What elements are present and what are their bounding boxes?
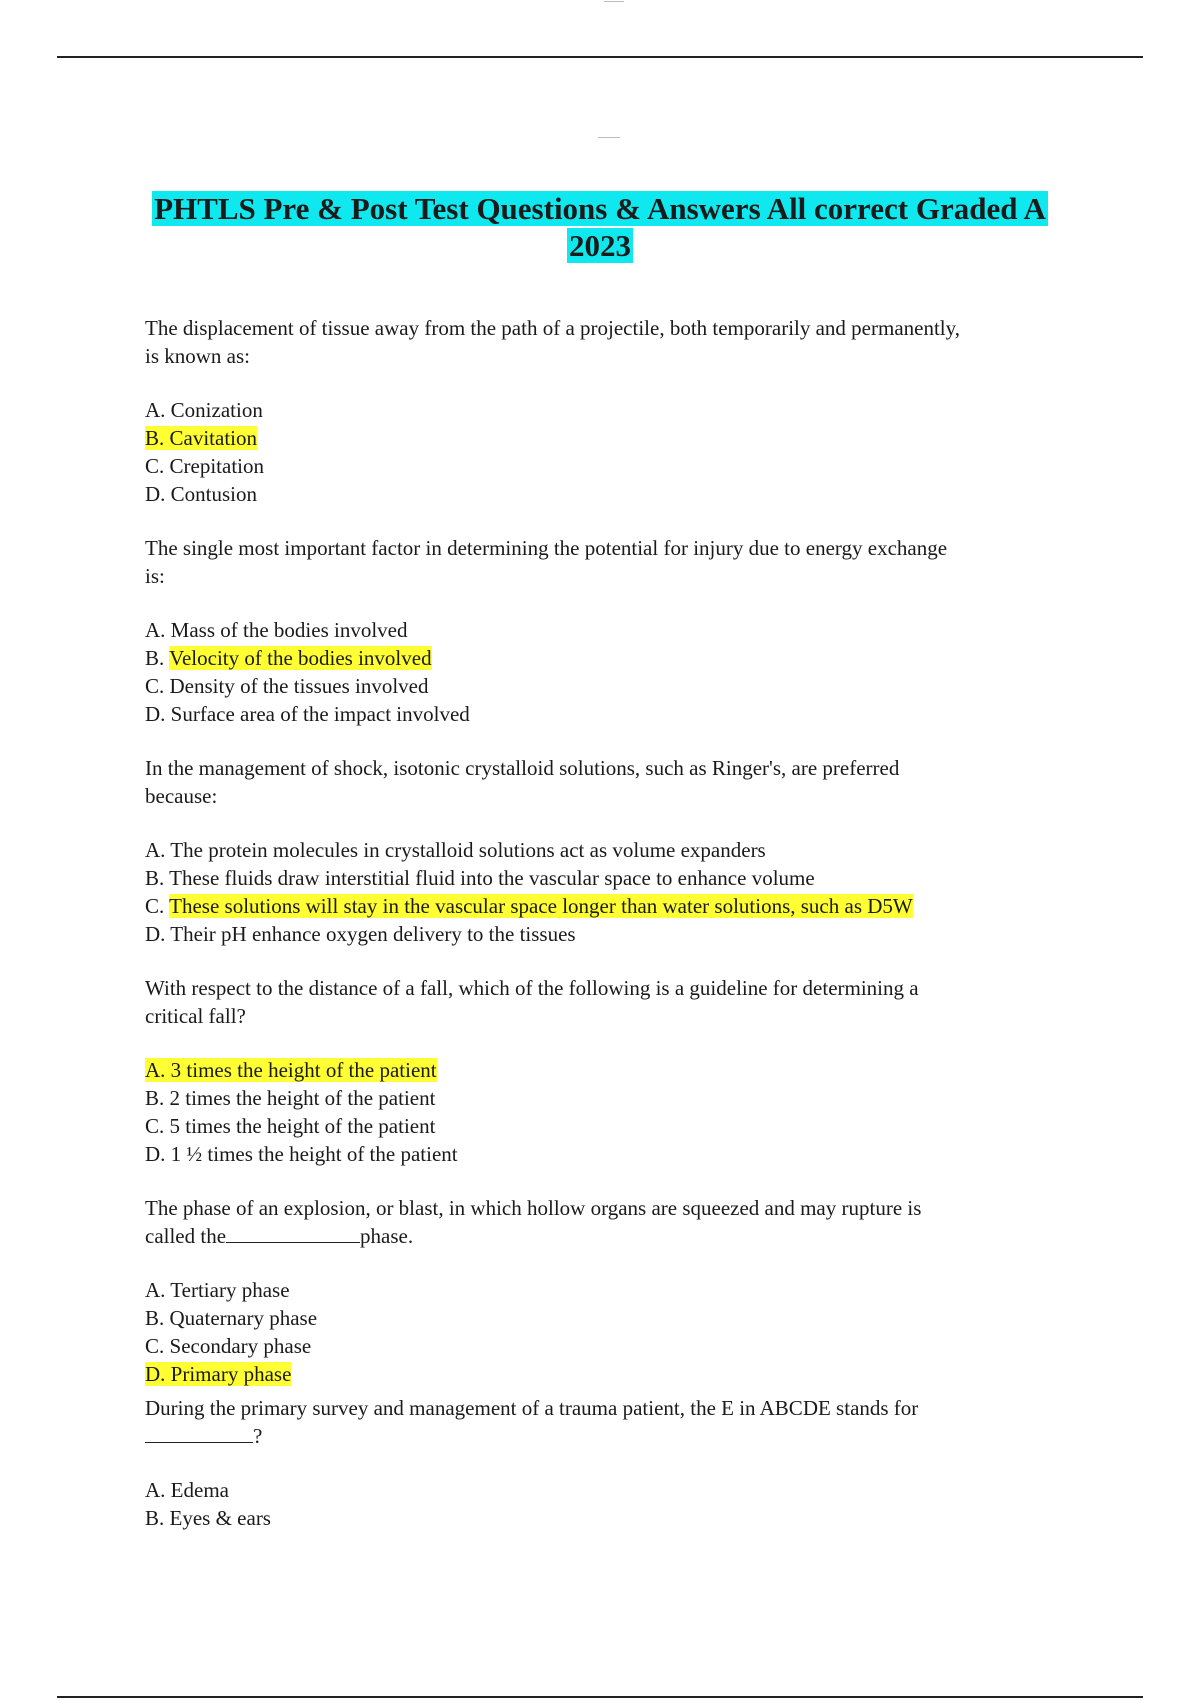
option-d: D. 1 ½ times the height of the patient	[145, 1142, 458, 1166]
question-3	[145, 754, 1105, 948]
answer-options	[145, 1276, 1105, 1388]
option-a: A. The protein molecules in crystalloid solutions act as volume expanders	[145, 838, 766, 862]
question-1	[145, 314, 1105, 508]
option-b: B. Quaternary phase	[145, 1306, 318, 1330]
bottom-rule	[57, 1696, 1143, 1698]
option-a-correct: A. 3 times the height of the patient	[145, 1058, 437, 1082]
question-2	[145, 534, 1105, 728]
question-6	[145, 1394, 1105, 1532]
title-line-1: PHTLS Pre & Post Test Questions & Answers All correct Graded A	[154, 191, 1046, 226]
option-c: C. 5 times the height of the patient	[145, 1114, 436, 1138]
question-4	[145, 974, 1105, 1168]
answer-options	[145, 836, 1105, 948]
option-c: C. Density of the tissues involved	[145, 674, 429, 698]
answer-options	[145, 1476, 1105, 1532]
option-b: B. Eyes & ears	[145, 1506, 271, 1530]
option-a: A. Mass of the bodies involved	[145, 618, 408, 642]
option-d-correct: D. Primary phase	[145, 1362, 292, 1386]
option-b-correct: B. Cavitation	[145, 426, 258, 450]
option-d: D. Surface area of the impact involved	[145, 702, 470, 726]
option-c-correct: C. These solutions will stay in the vascular space longer than water solutions, such as D5W	[145, 894, 913, 918]
option-a: A. Tertiary phase	[145, 1278, 290, 1302]
top-rule	[57, 56, 1143, 58]
question-text: With respect to the distance of a fall, which of the following is a guideline for determining a critical fall?	[145, 976, 919, 1028]
fill-in-blank	[226, 1224, 360, 1243]
question-text: The single most important factor in determining the potential for injury due to energy exchange is:	[145, 536, 948, 588]
page-title	[60, 190, 1140, 264]
page-mark	[598, 137, 620, 138]
option-c: C. Crepitation	[145, 454, 264, 478]
fill-in-blank	[145, 1424, 253, 1443]
question-text: In the management of shock, isotonic crystalloid solutions, such as Ringer's, are preferred because:	[145, 756, 900, 808]
header-mark	[604, 1, 624, 2]
question-5	[145, 1194, 1105, 1388]
option-d: D. Contusion	[145, 482, 258, 506]
answer-options	[145, 396, 1105, 508]
option-a: A. Edema	[145, 1478, 229, 1502]
question-list	[145, 314, 1105, 1558]
title-line-2: 2023	[569, 228, 631, 263]
question-text: The displacement of tissue away from the path of a projectile, both temporarily and permanently, is known as:	[145, 316, 961, 368]
option-a: A. Conization	[145, 398, 263, 422]
question-text: The phase of an explosion, or blast, in which hollow organs are squeezed and may rupture is called the phase.	[145, 1196, 922, 1248]
answer-options	[145, 616, 1105, 728]
option-d: D. Their pH enhance oxygen delivery to the tissues	[145, 922, 576, 946]
option-b: B. 2 times the height of the patient	[145, 1086, 436, 1110]
option-c: C. Secondary phase	[145, 1334, 312, 1358]
answer-options	[145, 1056, 1105, 1168]
option-b-correct: B. Velocity of the bodies involved	[145, 646, 432, 670]
question-text: During the primary survey and management of a trauma patient, the E in ABCDE stands for ?	[145, 1396, 919, 1448]
option-b: B. These fluids draw interstitial fluid into the vascular space to enhance volume	[145, 866, 815, 890]
